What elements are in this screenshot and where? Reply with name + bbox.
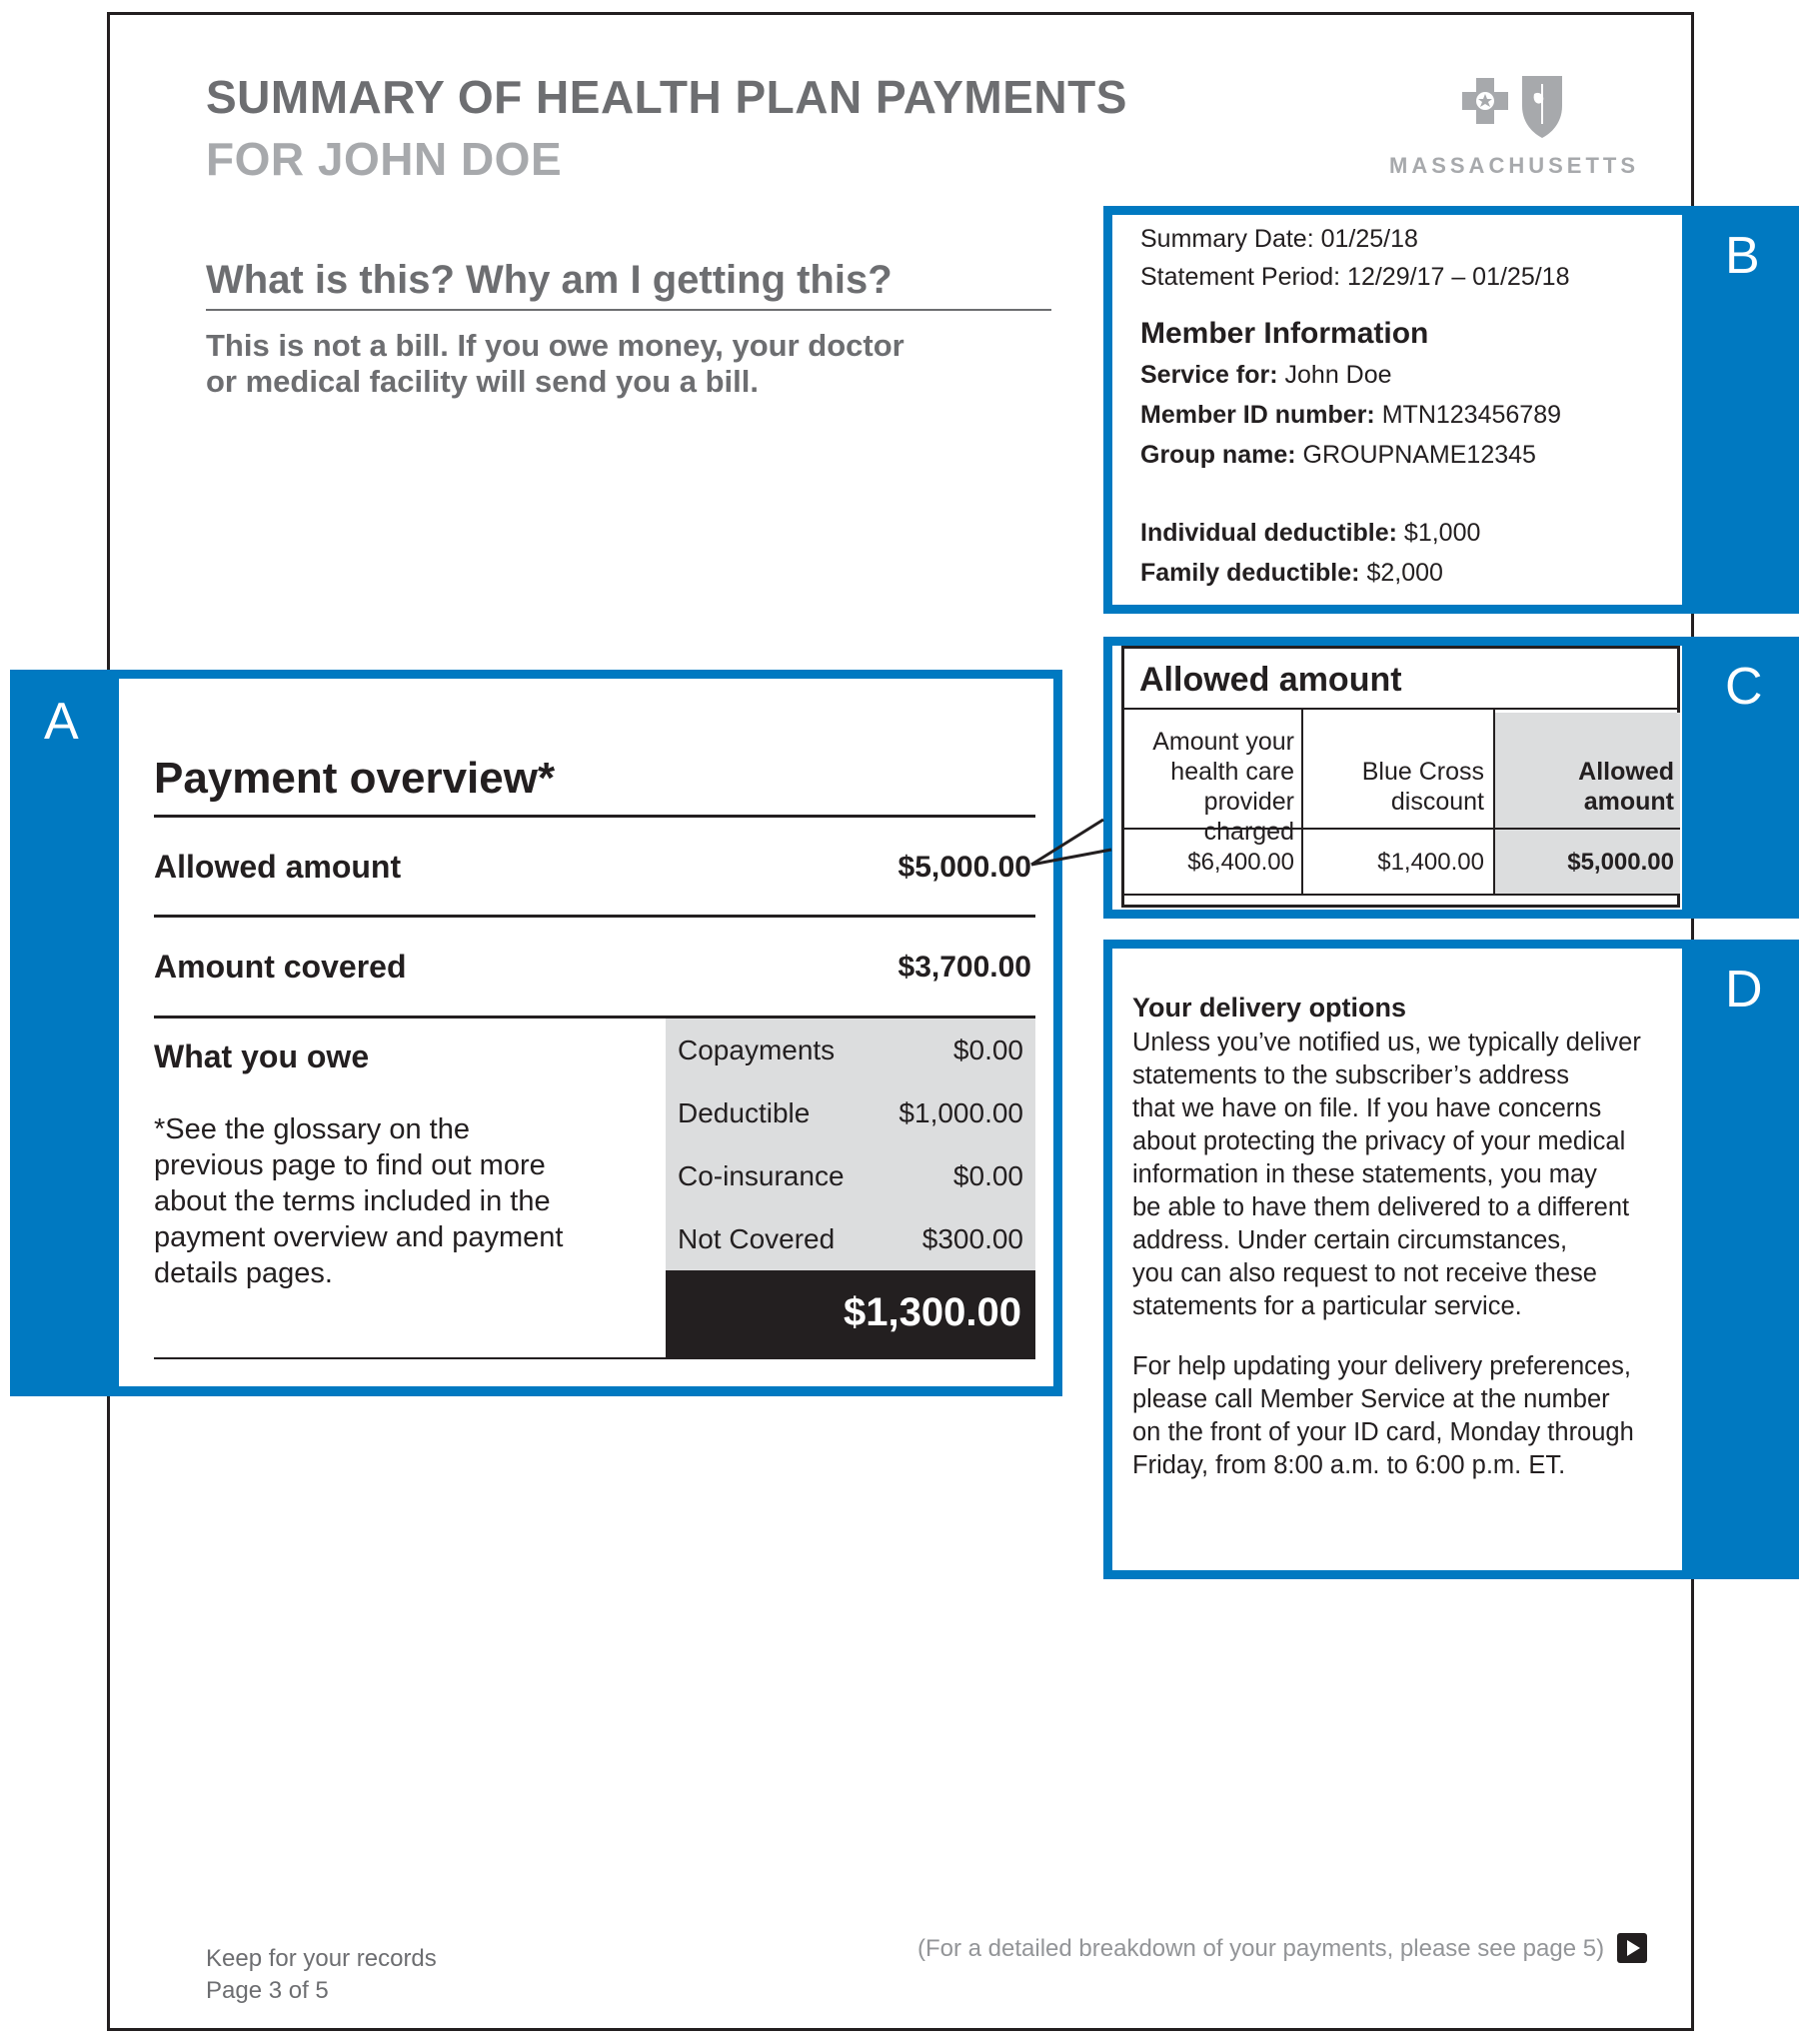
tab-c: [1683, 637, 1799, 919]
individual-deductible-label: Individual deductible:: [1140, 519, 1397, 547]
page-subtitle: FOR JOHN DOE: [206, 133, 563, 185]
intro-text-line: or medical facility will send you a bill.: [206, 364, 759, 399]
allowed-amount-value: $5,000.00: [898, 851, 1031, 884]
delivery-options-box: [1112, 949, 1682, 1570]
individual-deductible: [1140, 519, 1480, 548]
intro-heading: What is this? Why am I getting this?: [206, 258, 1051, 311]
allowed-amount-box: [1112, 646, 1682, 910]
allowed-value: $5,000.00: [1567, 849, 1674, 876]
paragraph-line: Unless you’ve notified us, we typically deliver: [1132, 1028, 1641, 1056]
family-deductible-value: $2,000: [1366, 559, 1443, 587]
payment-overview-title: Payment overview*: [154, 754, 556, 803]
col-header-line: health care: [1170, 758, 1294, 786]
keep-records-note: Keep for your records: [206, 1945, 437, 1972]
tab-b: [1683, 206, 1799, 614]
col-header-line: Amount your: [1152, 728, 1294, 756]
statement-period: Statement Period: 12/29/17 – 01/25/18: [1140, 263, 1570, 291]
owe-item-label: Copayments: [678, 1034, 836, 1065]
paragraph-line: For help updating your delivery preferences,: [1132, 1352, 1631, 1380]
next-page-arrow-icon[interactable]: [1617, 1933, 1647, 1963]
member-service-paragraph: [1132, 1350, 1692, 1482]
col-header-line: amount: [1583, 788, 1674, 816]
owe-total-value: $1,300.00: [844, 1290, 1021, 1334]
tab-a: [10, 670, 110, 1396]
tab-c-label: C: [1725, 658, 1763, 716]
breakdown-link[interactable]: (For a detailed breakdown of your payments, please see page 5): [917, 1935, 1605, 1962]
paragraph-line: on the front of your ID card, Monday through: [1132, 1418, 1634, 1446]
owe-item-value: $0.00: [952, 1160, 1023, 1191]
owe-row-not-covered: [678, 1223, 1023, 1255]
paragraph-line: statements for a particular service.: [1132, 1292, 1522, 1320]
owe-row-coinsurance: [678, 1160, 1023, 1192]
amount-covered-value: $3,700.00: [898, 951, 1031, 984]
logo-text: MASSACHUSETTS: [1389, 153, 1640, 178]
glossary-note: [154, 1111, 594, 1291]
allowed-amount-label: Allowed amount: [154, 849, 402, 885]
paragraph-line: that we have on file. If you have concerns: [1132, 1094, 1602, 1122]
allowed-amount-panel: [1121, 646, 1680, 908]
member-id-label: Member ID number:: [1140, 401, 1375, 429]
delivery-options-heading: Your delivery options: [1132, 993, 1407, 1022]
owe-row-copayments: [678, 1034, 1023, 1066]
owe-breakdown: [666, 1019, 1035, 1270]
glossary-line: details pages.: [154, 1257, 333, 1289]
page-number: Page 3 of 5: [206, 1977, 329, 2004]
paragraph-line: you can also request to not receive these: [1132, 1259, 1597, 1287]
col-header-line: provider charged: [1203, 788, 1294, 846]
paragraph-line: Friday, from 8:00 a.m. to 6:00 p.m. ET.: [1132, 1451, 1566, 1479]
col-header-line: Allowed: [1578, 758, 1674, 786]
tab-d: [1683, 940, 1799, 1579]
group-name-label: Group name:: [1140, 441, 1296, 469]
paragraph-line: be able to have them delivered to a different: [1132, 1193, 1630, 1221]
member-id: [1140, 401, 1561, 430]
owe-item-label: Co-insurance: [678, 1160, 845, 1191]
owe-item-label: Deductible: [678, 1097, 811, 1128]
col-allowed-header: [1504, 757, 1674, 817]
glossary-line: payment overview and payment: [154, 1221, 564, 1253]
amount-covered-label: Amount covered: [154, 949, 407, 985]
group-name-value: GROUPNAME12345: [1302, 441, 1536, 469]
col-header-line: Blue Cross: [1361, 758, 1484, 786]
tab-d-label: D: [1725, 961, 1763, 1019]
tab-a-label: A: [44, 693, 79, 751]
group-name: [1140, 441, 1536, 470]
member-info-heading: Member Information: [1140, 317, 1429, 350]
tab-b-label: B: [1725, 227, 1760, 285]
discount-value: $1,400.00: [1377, 849, 1484, 876]
service-for: [1140, 361, 1392, 390]
owe-item-label: Not Covered: [678, 1223, 836, 1254]
member-id-value: MTN123456789: [1381, 401, 1562, 429]
divider: [154, 1357, 1035, 1359]
family-deductible-label: Family deductible:: [1140, 559, 1360, 587]
glossary-line: about the terms included in the: [154, 1185, 551, 1217]
intro-text: [206, 328, 1005, 400]
what-you-owe-label: What you owe: [154, 1038, 370, 1074]
charged-value: $6,400.00: [1187, 849, 1294, 876]
page-title: SUMMARY OF HEALTH PLAN PAYMENTS: [206, 71, 1127, 123]
paragraph-line: statements to the subscriber’s address: [1132, 1061, 1570, 1089]
service-for-label: Service for:: [1140, 361, 1278, 389]
member-info-box: [1112, 215, 1682, 605]
service-for-value: John Doe: [1284, 361, 1392, 389]
individual-deductible-value: $1,000: [1403, 519, 1481, 547]
glossary-line: previous page to find out more: [154, 1149, 546, 1181]
owe-item-value: $1,000.00: [899, 1097, 1023, 1128]
owe-row-deductible: [678, 1097, 1023, 1129]
payment-overview-box: [119, 679, 1053, 1386]
owe-item-value: $0.00: [952, 1034, 1023, 1065]
paragraph-line: please call Member Service at the number: [1132, 1385, 1610, 1413]
summary-date: Summary Date: 01/25/18: [1140, 225, 1418, 253]
glossary-line: *See the glossary on the: [154, 1113, 470, 1145]
owe-item-value: $300.00: [921, 1223, 1023, 1254]
blue-cross-blue-shield-logo: [1454, 70, 1574, 142]
paragraph-line: about protecting the privacy of your medical: [1132, 1127, 1626, 1155]
divider: [154, 915, 1035, 918]
divider: [154, 815, 1035, 818]
family-deductible: [1140, 559, 1443, 588]
intro-text-line: This is not a bill. If you owe money, your doctor: [206, 328, 904, 363]
col-charged-header: [1134, 727, 1294, 847]
allowed-amount-title: Allowed amount: [1139, 661, 1402, 699]
col-discount-header: [1314, 757, 1484, 817]
owe-total: [666, 1270, 1035, 1357]
col-header-line: discount: [1390, 788, 1484, 816]
paragraph-line: information in these statements, you may: [1132, 1160, 1597, 1188]
delivery-options-paragraph: [1132, 1026, 1692, 1323]
paragraph-line: address. Under certain circumstances,: [1132, 1226, 1568, 1254]
